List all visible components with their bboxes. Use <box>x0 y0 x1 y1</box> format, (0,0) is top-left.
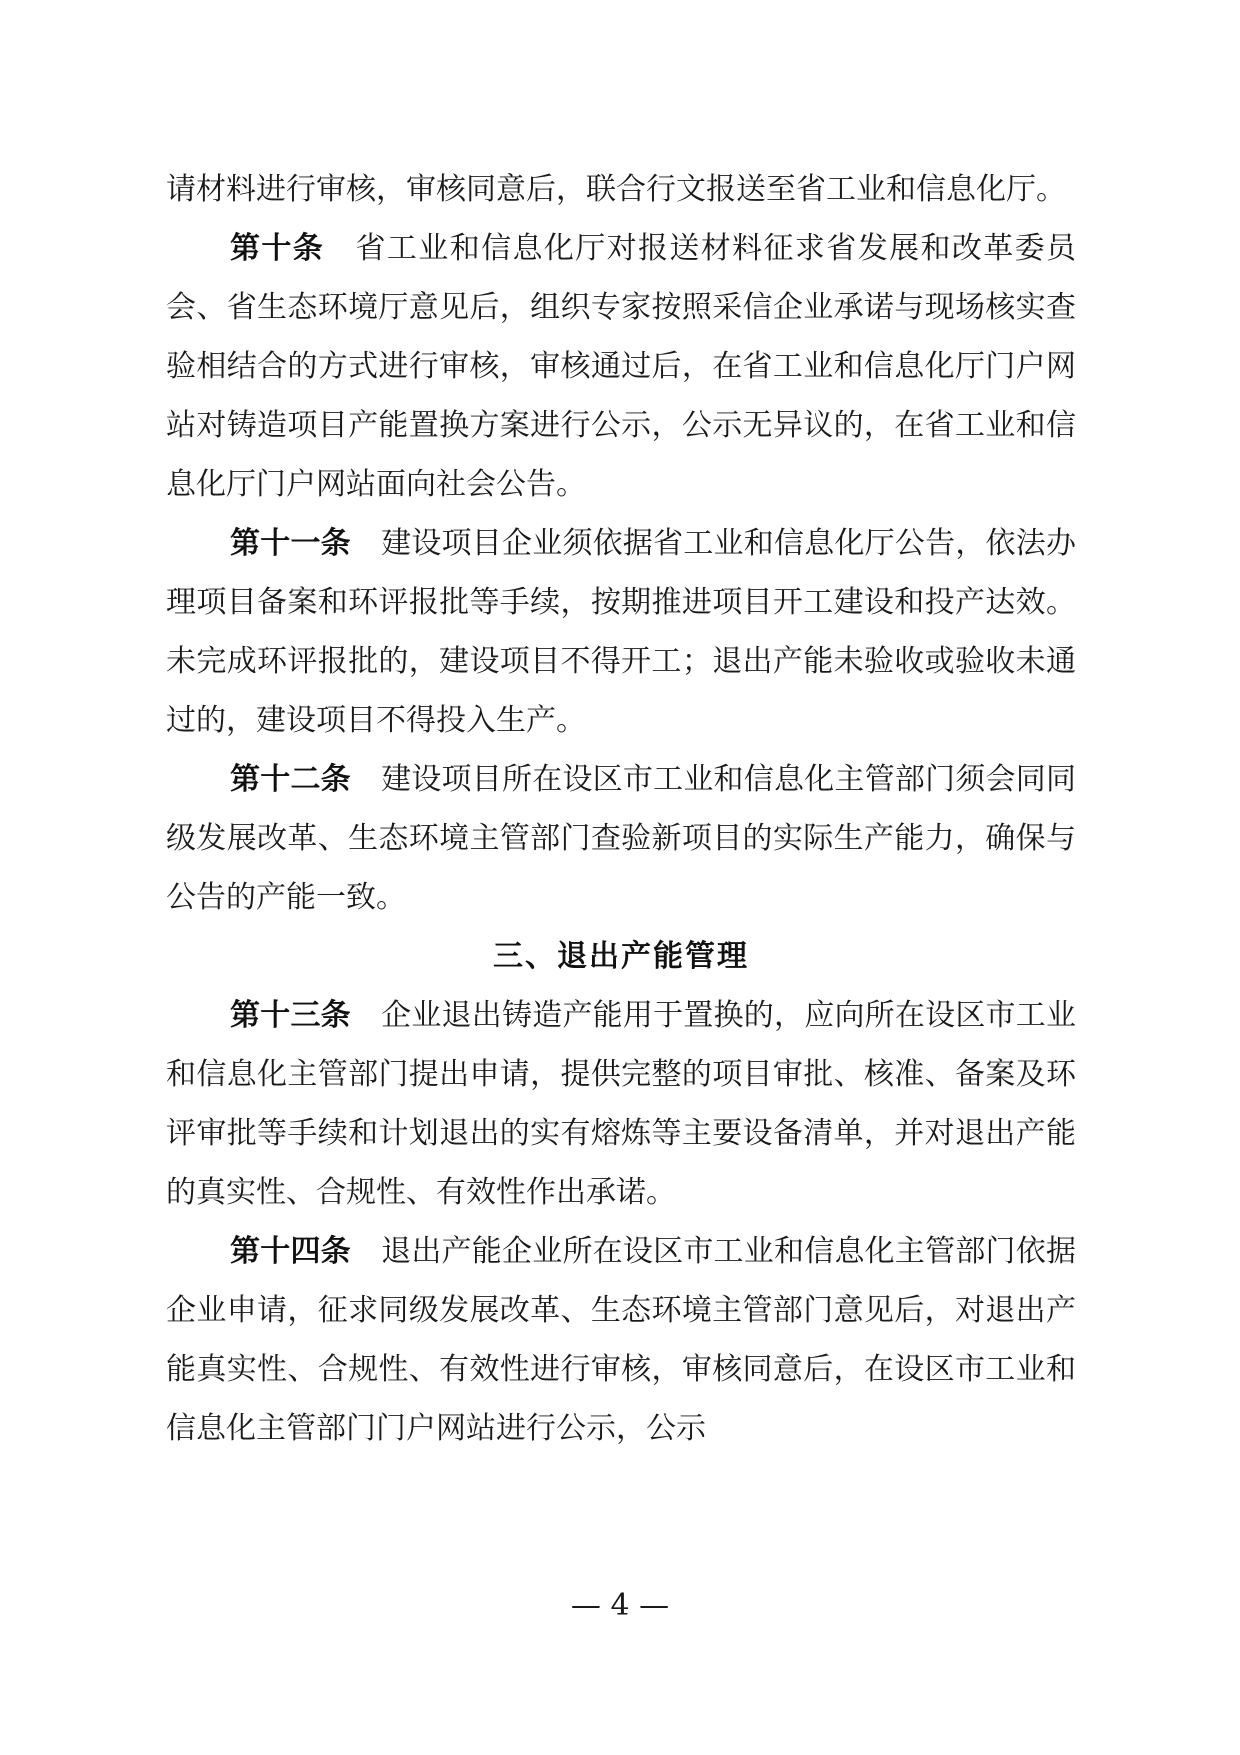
article-14-text: 退出产能企业所在设区市工业和信息化主管部门依据企业申请，征求同级发展改革、生态环境主管部门意见后，对退出产能真实性、合规性、有效性进行审核，审核同意后，在设区市工业和信息化主管部门门户网站进行公示，公示 <box>166 1234 1077 1446</box>
article-10 <box>166 219 1076 514</box>
document-body <box>166 160 1076 1458</box>
section-heading: 三、退出产能管理 <box>493 939 749 974</box>
article-14-label: 第十四条 <box>230 1234 351 1269</box>
article-11-text: 建设项目企业须依据省工业和信息化厅公告，依法办理项目备案和环评报批等手续，按期推进项目开工建设和投产达效。未完成环评报批的，建设项目不得开工；退出产能未验收或验收未通过的，建设项目不得投入生产。 <box>166 526 1077 738</box>
article-13-text: 企业退出铸造产能用于置换的，应向所在设区市工业和信息化主管部门提出申请，提供完整的项目审批、核准、备案及环评审批等手续和计划退出的实有熔炼等主要设备清单，并对退出产能的真实性、合规性、有效性作出承诺。 <box>166 998 1077 1210</box>
article-12-text: 建设项目所在设区市工业和信息化主管部门须会同同级发展改革、生态环境主管部门查验新项目的实际生产能力，确保与公告的产能一致。 <box>166 762 1077 915</box>
article-13-label: 第十三条 <box>230 998 351 1033</box>
article-14 <box>166 1222 1076 1458</box>
article-12-label: 第十二条 <box>230 762 351 797</box>
article-11-label: 第十一条 <box>230 526 351 561</box>
article-13 <box>166 986 1076 1222</box>
page-number: — 4 — <box>570 1588 670 1623</box>
article-10-text: 省工业和信息化厅对报送材料征求省发展和改革委员会、省生态环境厅意见后，组织专家按照采信企业承诺与现场核实查验相结合的方式进行审核，审核通过后，在省工业和信息化厅门户网站对铸造项目产能置换方案进行公示，公示无异议的，在省工业和信息化厅门户网站面向社会公告。 <box>166 231 1077 502</box>
article-11 <box>166 514 1076 750</box>
article-12 <box>166 750 1076 927</box>
article-10-label: 第十条 <box>230 231 325 266</box>
continuation-paragraph: 请材料进行审核，审核同意后，联合行文报送至省工业和信息化厅。 <box>166 172 1066 207</box>
